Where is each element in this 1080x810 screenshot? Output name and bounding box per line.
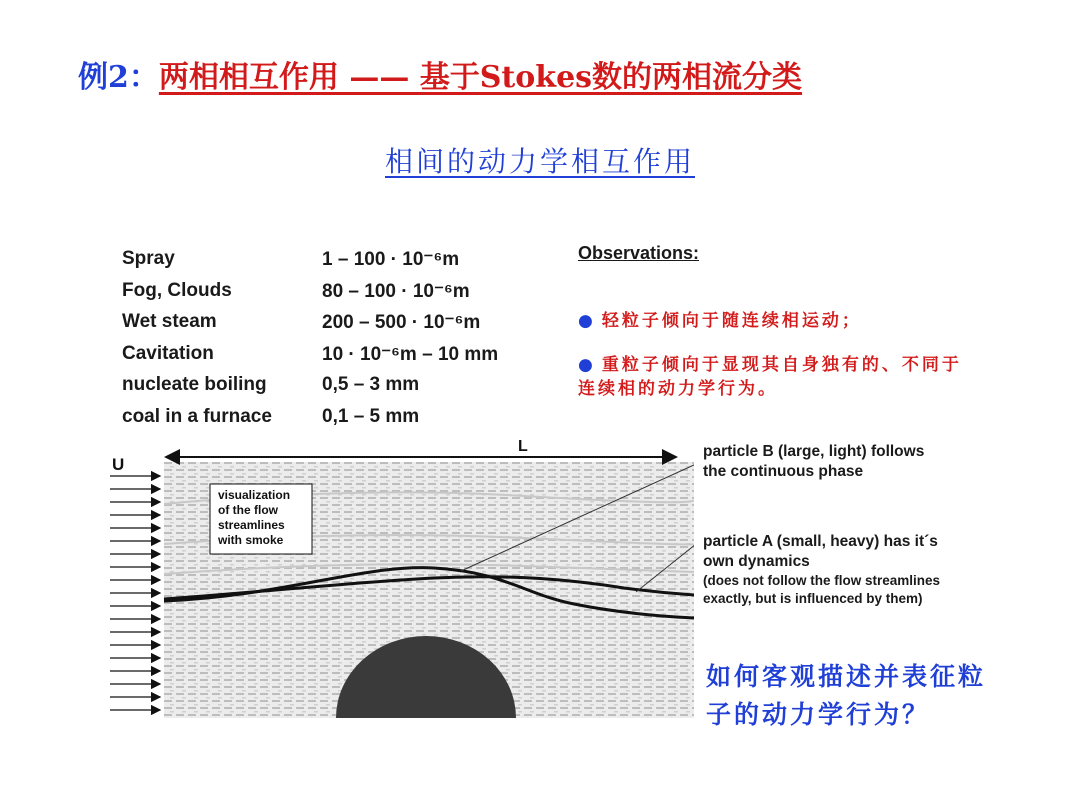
particle-a-note: (does not follow the flow streamlines exactly, but is influenced by them) [703, 573, 941, 606]
row-value: 0,1 – 5 mm [322, 405, 420, 427]
particle-b-annotation: particle B (large, light) follows the continuous phase [703, 443, 925, 480]
observation-text: 轻粒子倾向于随连续相运动； [601, 311, 862, 331]
inflow-arrows [110, 476, 160, 710]
question-text: 如何客观描述并表征粒子的动力学行为？ [706, 662, 987, 729]
row-value: 10 · 10⁻⁶m – 10 mm [322, 343, 499, 365]
l-label: L [518, 438, 528, 455]
row-value: 200 – 500 · 10⁻⁶m [322, 312, 481, 333]
particle-a-annotation [703, 532, 943, 608]
observation-item [578, 353, 978, 401]
slide-subtitle: 相间的动力学相互作用 [384, 145, 695, 178]
row-label: Fog, Clouds [122, 279, 232, 301]
observation-text: 重粒子倾向于显现其自身独有的、不同于连续相的动力学行为。 [578, 355, 962, 399]
row-label: nucleate boiling [122, 374, 267, 395]
row-value: 0,5 – 3 mm [322, 374, 420, 395]
flow-visualization-figure [104, 434, 694, 720]
title-main: 两相相互作用 —— 基于Stokes数的两相流分类 [158, 60, 803, 95]
smoke-caption: visualization of the flow streamlines with smoke [218, 488, 291, 547]
bullet-icon: ● [578, 311, 596, 331]
observation-item [578, 306, 862, 331]
title-prefix: 例2： [78, 60, 159, 95]
row-label: Wet steam [122, 311, 217, 332]
particle-a-main: particle A (small, heavy) has it´s own dynamics [703, 533, 938, 570]
slide-title [78, 52, 802, 96]
row-value: 1 – 100 · 10⁻⁶m [322, 249, 460, 270]
bullet-icon: ● [578, 355, 596, 375]
row-label: coal in a furnace [122, 405, 272, 427]
u-label: U [112, 455, 125, 474]
row-value: 80 – 100 · 10⁻⁶m [322, 280, 470, 302]
row-label: Cavitation [122, 342, 214, 364]
row-label: Spray [122, 248, 175, 269]
observations-heading: Observations: [578, 243, 700, 263]
